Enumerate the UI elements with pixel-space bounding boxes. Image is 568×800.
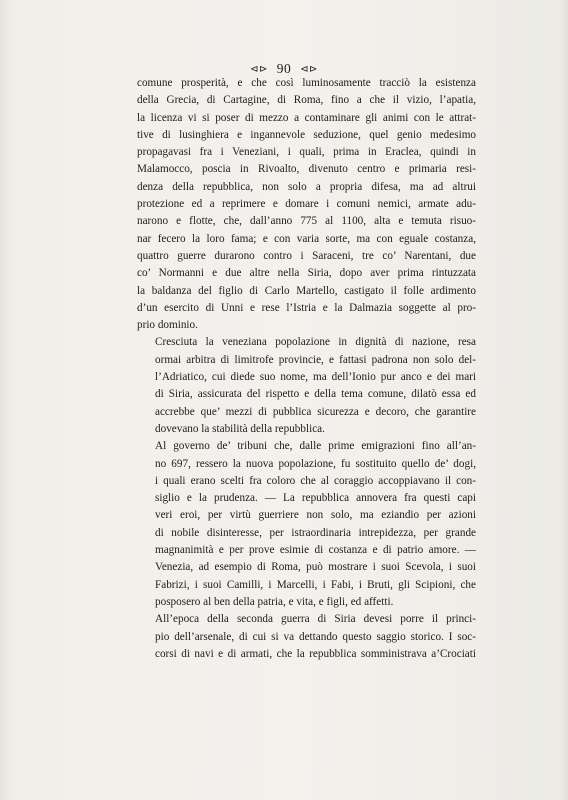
text-line: veri eroi, per virtù guerriere non solo, ma eziandio per azioni	[155, 509, 476, 522]
text-line: l’Adriatico, cui diede suo nome, ma dell’Ionio pur anco e dei mari	[155, 371, 476, 384]
text-line: Fabrizi, i suoi Camilli, i Marcelli, i Fabi, i Bruti, gli Scipioni, che	[155, 578, 476, 591]
text-line: Cresciuta la veneziana popolazione in dignità di nazione, resa	[155, 336, 476, 349]
text-line: dovevano la stabilità della repubblica.	[155, 422, 325, 435]
text-line: siglio e la prudenza. — La repubblica annovera fra questi capi	[155, 492, 476, 505]
text-line: di Siria, assicurata del rispetto e della tema comune, dilatò essa ed	[155, 388, 476, 401]
text-line: i quali erano scelti fra coloro che al coraggio accoppiavano il con-	[155, 474, 476, 487]
text-line: la licenza vi si poser di mezzo a contaminare gli animi con le attrat-	[137, 111, 476, 124]
text-line: Venezia, ad esempio di Roma, può mostrare i suoi Scevola, i suoi	[155, 561, 476, 574]
text-line: Al governo de’ tribuni che, dalle prime emigrazioni fino all’an-	[155, 440, 476, 453]
text-line: denza della repubblica, non solo a propria difesa, ma ad altrui	[137, 180, 476, 193]
body-text	[137, 75, 476, 663]
ornament-left-icon: ⊲⊳	[250, 64, 268, 75]
text-line: no 697, ressero la nuova popolazione, fu sostituito quello de’ dogi,	[155, 457, 476, 470]
text-line: d’un esercito di Unni e rese l’Istria e la Dalmazia soggette al pro-	[137, 301, 476, 314]
paragraph	[137, 75, 476, 334]
text-line: corsi di navi e di armati, che la repubblica somministrava a’Crociati	[155, 647, 476, 660]
paragraph	[137, 438, 476, 611]
text-line: tive di lusinghiera e ingannevole seduzione, quel genio medesimo	[137, 128, 476, 141]
text-line: narono e flotte, che, dall’anno 775 al 1100, alta e temuta risuo-	[137, 215, 476, 228]
text-line: Malamocco, poscia in Rivoalto, divenuto centro e primaria resi-	[137, 163, 476, 176]
paragraph	[137, 611, 476, 663]
text-line: All’epoca della seconda guerra di Siria devesi porre il princi-	[155, 613, 476, 626]
text-line: nar fecero la loro fama; e con varia sorte, ma con eguale costanza,	[137, 232, 476, 245]
page-number: 90	[276, 61, 292, 76]
text-line: co’ Normanni e due altre nella Siria, dopo aver prima rintuzzata	[137, 267, 476, 280]
text-line: ormai arbitra di limitrofe provincie, e fattasi padrona non solo del-	[155, 353, 476, 366]
text-line: comune prosperità, e che così luminosamente tracciò la esistenza	[137, 77, 476, 89]
ornament-right-icon: ⊲⊳	[300, 64, 318, 75]
text-line: quattro guerre durarono contro i Saraceni, tre co’ Narentani, due	[137, 249, 476, 262]
text-line: magnanimità e per prove esimie di costanza e di patrio amore. —	[155, 544, 476, 557]
text-line: accrebbe que’ mezzi di pubblica sicurezza e decoro, che garantire	[155, 405, 476, 418]
paragraph	[137, 334, 476, 438]
text-line: propagavasi fra i Veneziani, i quali, prima in Eraclea, quindi in	[137, 146, 476, 159]
text-line: di nobile disinteresse, per istraordinaria intrepidezza, per grande	[155, 526, 476, 539]
text-line: della Grecia, di Cartagine, di Roma, fino a che il vizio, l’apatia,	[137, 94, 476, 107]
text-line: pio dell’arsenale, di cui si va dettando questo saggio storico. I soc-	[155, 630, 476, 643]
text-line: la baldanza del figlio di Carlo Martello, castigato il folle ardimento	[137, 284, 476, 297]
text-line: protezione ed a reprimere e domare i comuni nemici, armate adu-	[137, 198, 476, 211]
text-line: posposero al ben della patria, e vita, e figli, ed affetti.	[155, 595, 394, 608]
text-line: prio dominio.	[137, 319, 198, 332]
